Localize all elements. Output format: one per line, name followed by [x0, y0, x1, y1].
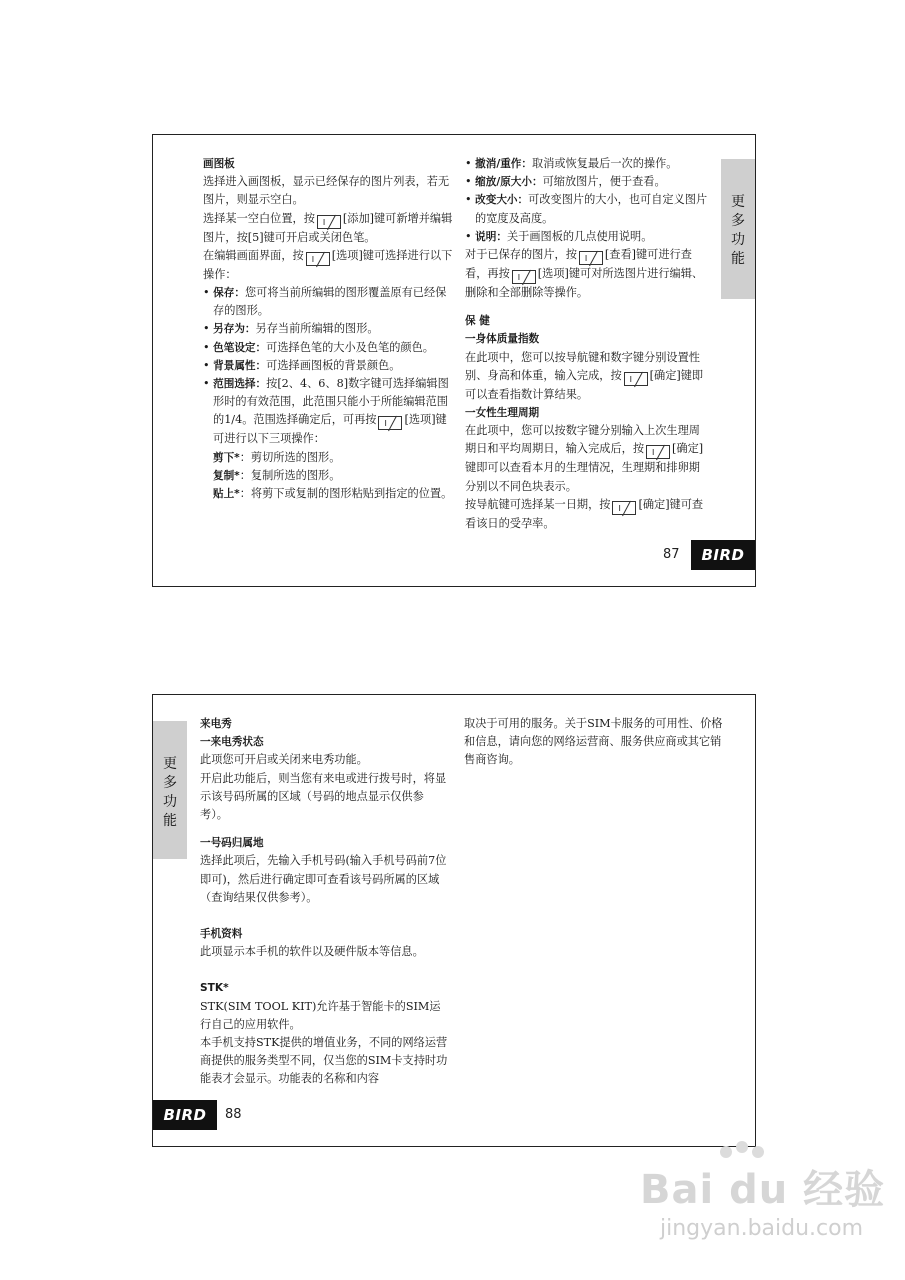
- softkey-left-icon: I: [317, 215, 341, 229]
- paragraph: 对于已保存的图片，按 I [查看]键可进行查看，再按 I [选项]键可对所选图片进行编辑、删除和全部删除等操作。: [465, 248, 704, 300]
- list-item: • 范围选择：按[2、4、6、8]数字键可选择编辑图形时的有效范围，此范围只能小于所能编辑范围的1/4。范围选择确定后，可再按 I [选项]键可进行以下三项操作：: [203, 377, 449, 446]
- list-item: • 改变大小：可改变图片的大小，也可自定义图片的宽度及高度。: [465, 193, 708, 225]
- section-title-callshow: 来电秀: [200, 718, 232, 730]
- paragraph: 在编辑画面界面，按 I [选项]键可选择进行以下操作：: [203, 248, 453, 281]
- sub-list-item: 复制*：复制所选的图形。: [213, 468, 341, 482]
- left-column: [203, 155, 453, 503]
- list-item: • 色笔设定：可选择色笔的大小及色笔的颜色。: [203, 340, 434, 354]
- paragraph: 本手机支持STK提供的增值业务，不同的网络运营商提供的服务类型不同，仅当您的SIM卡支持时功能表才会显示。功能表的名称和内容: [200, 1036, 448, 1086]
- manual-page-87: [152, 134, 756, 587]
- left-column: [200, 715, 448, 1089]
- softkey-left-icon: I: [612, 501, 636, 515]
- sub-list-item: 剪下*：剪切所选的图形。: [213, 450, 341, 464]
- paragraph: 此项您可开启或关闭来电秀功能。: [200, 753, 368, 767]
- section-title-stk: STK*: [200, 982, 229, 995]
- paragraph: STK(SIM TOOL KIT)允许基于智能卡的SIM运行自己的应用软件。: [200, 999, 441, 1031]
- subsection-title-bmi: 一身体质量指数: [465, 333, 540, 346]
- sub-list-item: 贴上*：将剪下或复制的图形粘贴到指定的位置。: [213, 487, 453, 501]
- right-column: [465, 155, 711, 533]
- softkey-left-icon: I: [306, 252, 330, 266]
- baidu-watermark-brand: Bai du 经验: [640, 1167, 886, 1213]
- bird-logo: BIRD: [153, 1100, 217, 1130]
- paragraph: 在此项中，您可以按数字键分别输入上次生理周期日和平均周期日，输入完成后，按 I [确定]键即可以查看本月的生理情况，生理期和排卵期分别以不同色块表示。: [465, 424, 704, 493]
- section-tab-more-functions: 更 多 功 能: [721, 159, 755, 299]
- list-item: • 说明：关于画图板的几点使用说明。: [465, 229, 653, 243]
- softkey-left-icon: I: [624, 372, 648, 386]
- section-title-paint: 画图板: [203, 158, 235, 170]
- softkey-left-icon: I: [512, 270, 536, 284]
- list-item: • 保存：您可将当前所编辑的图形覆盖原有已经保存的图形。: [203, 286, 447, 318]
- right-column: [464, 715, 726, 770]
- section-title-health: 保 健: [465, 315, 490, 328]
- manual-page-88: [152, 694, 756, 1147]
- softkey-left-icon: I: [378, 416, 402, 430]
- paragraph: 选择进入画图板，显示已经保存的图片列表，若无图片，则显示空白。: [203, 175, 450, 207]
- section-title-phone-info: 手机资料: [200, 928, 243, 941]
- paw-icon: [712, 1140, 772, 1170]
- list-item: • 撤消/重作：取消或恢复最后一次的操作。: [465, 157, 678, 170]
- section-tab-more-functions: 更 多 功 能: [153, 721, 187, 859]
- subsection-title-cycle: 一女性生理周期: [465, 407, 540, 420]
- page-number: 87: [663, 547, 680, 562]
- list-item: • 另存为：另存当前所编辑的图形。: [203, 322, 379, 336]
- baidu-watermark-url: jingyan.baidu.com: [660, 1216, 864, 1241]
- subsection-title-number-location: 一号码归属地: [200, 837, 264, 850]
- subsection-title-callshow-status: 一来电秀状态: [200, 736, 264, 749]
- paragraph: 按导航键可选择某一日期，按 I [确定]键可查看该日的受孕率。: [465, 497, 704, 530]
- paragraph: 取决于可用的服务。关于SIM卡服务的可用性、价格和信息，请向您的网络运营商、服务供应商或其它销售商咨询。: [464, 717, 723, 767]
- paragraph: 在此项中，您可以按导航键和数字键分别设置性别、身高和体重，输入完成，按 I [确定]键即可以查看指数计算结果。: [465, 350, 704, 401]
- list-item: • 缩放/原大小：可缩放图片，便于查看。: [465, 175, 666, 189]
- paragraph: 开启此功能后，则当您有来电或进行拨号时，将显示该号码所属的区域（号码的地点显示仅供参考）。: [200, 771, 447, 822]
- softkey-left-icon: I: [646, 445, 670, 459]
- paragraph: 选择此项后，先输入手机号码(输入手机号码前7位即可)，然后进行确定即可查看该号码所属的区域（查询结果仅供参考）。: [200, 854, 447, 904]
- bird-logo: BIRD: [691, 540, 755, 570]
- paragraph: 此项显示本手机的软件以及硬件版本等信息。: [200, 945, 424, 959]
- list-item: • 背景属性：可选择画图板的背景颜色。: [203, 358, 401, 372]
- softkey-left-icon: I: [579, 251, 603, 265]
- paragraph: 选择某一空白位置，按 I [添加]键可新增并编辑图片，按[5]键可开启或关闭色笔。: [203, 211, 453, 244]
- page-number: 88: [225, 1107, 242, 1122]
